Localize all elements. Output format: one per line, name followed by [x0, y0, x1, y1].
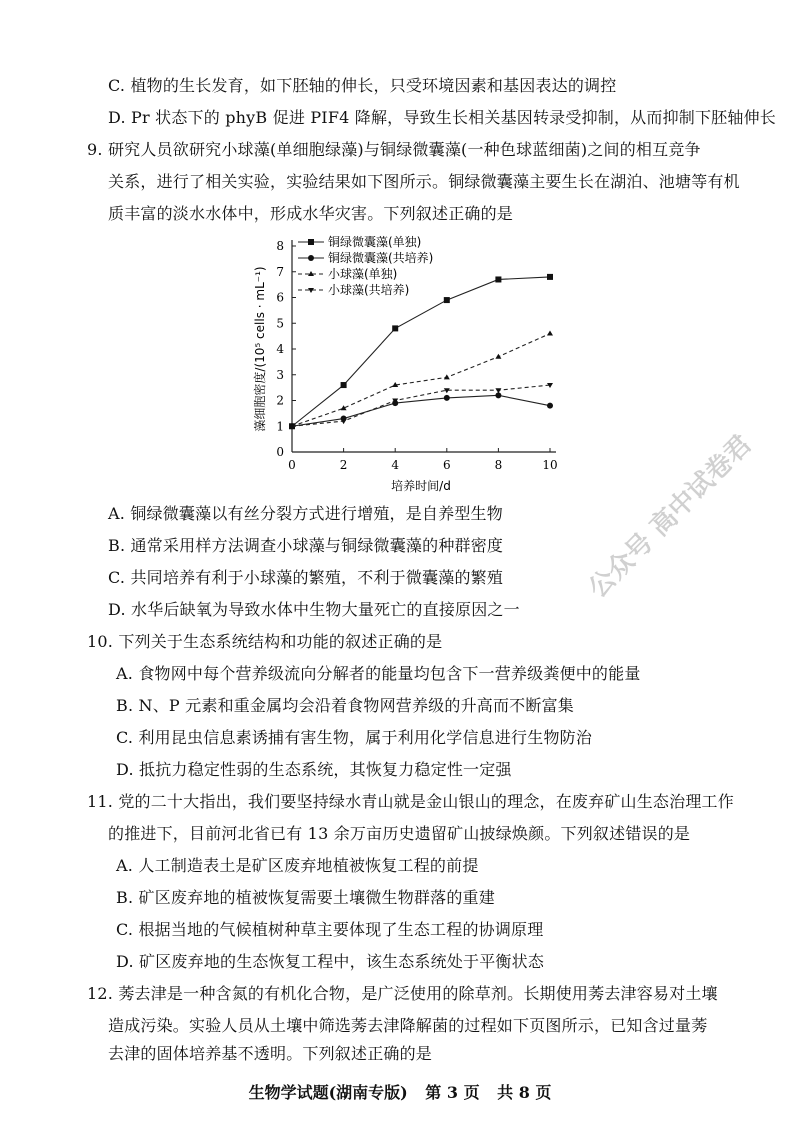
legend-label-4: 小球藻(共培养)	[328, 283, 410, 297]
q12-stem-line-2: 造成污染。实验人员从土壤中筛选莠去津降解菌的过程如下页图所示，已知含过量莠	[108, 1016, 708, 1035]
q10-option-a: A. 食物网中每个营养级流向分解者的能量均包含下一营养级粪便中的能量	[116, 664, 641, 683]
x-tick-label: 6	[442, 458, 451, 472]
y-tick-label: 7	[276, 264, 284, 279]
data-point-s1-5	[547, 274, 553, 280]
y-tick-label: 0	[276, 445, 284, 459]
y-tick-label: 4	[276, 342, 284, 356]
q10-stem: 10. 下列关于生态系统结构和功能的叙述正确的是	[87, 632, 443, 651]
y-tick-label: 2	[276, 393, 284, 408]
series-line-3	[292, 334, 550, 427]
q9-option-d: D. 水华后缺氧为导致水体中生物大量死亡的直接原因之一	[108, 600, 520, 619]
q11-stem-line-2: 的推进下，目前河北省已有 13 余万亩历史遗留矿山披绿焕颜。下列叙述错误的是	[108, 824, 691, 843]
q9-stem-line-1: 9. 研究人员欲研究小球藻(单细胞绿藻)与铜绿微囊藻(一种色球蓝细菌)之间的相互竞争	[87, 140, 701, 159]
series-line-1	[292, 277, 550, 426]
page-footer	[0, 1080, 800, 1103]
x-tick-label: 2	[339, 458, 348, 472]
x-tick-label: 8	[494, 458, 503, 472]
q11-option-d: D. 矿区废弃地的生态恢复工程中，该生态系统处于平衡状态	[116, 952, 545, 971]
q10-option-c: C. 利用昆虫信息素诱捕有害生物，属于利用化学信息进行生物防治	[116, 728, 593, 747]
data-point-s1-1	[341, 382, 347, 388]
q10-option-b: B. N、P 元素和重金属均会沿着食物网营养级的升高而不断富集	[116, 696, 574, 715]
q11-option-a: A. 人工制造表土是矿区废弃地植被恢复工程的前提	[116, 856, 479, 875]
y-tick-label: 8	[276, 239, 284, 253]
q12-stem-line-3: 去津的固体培养基不透明。下列叙述正确的是	[108, 1044, 433, 1063]
x-axis-label: 培养时间/d	[391, 479, 451, 493]
q12-stem-line-1: 12. 莠去津是一种含氮的有机化合物，是广泛使用的除草剂。长期使用莠去津容易对土壤	[87, 984, 718, 1003]
y-tick-label: 5	[276, 316, 284, 331]
data-point-s3-5	[547, 331, 553, 336]
data-point-s1-3	[444, 297, 450, 303]
footer-total: 共 8 页	[497, 1083, 552, 1102]
data-point-s2-5	[547, 403, 553, 409]
q9-stem-line-2: 关系，进行了相关实验，实验结果如下图所示。铜绿微囊藻主要生长在湖泊、池塘等有机	[108, 172, 740, 191]
q8-option-c: C. 植物的生长发育，如下胚轴的伸长，只受环境因素和基因表达的调控	[108, 76, 617, 95]
data-point-s3-3	[444, 374, 450, 379]
q9-option-a: A. 铜绿微囊藻以有丝分裂方式进行增殖，是自养型生物	[108, 504, 503, 523]
x-tick-label: 10	[542, 458, 558, 472]
x-tick-label: 4	[391, 458, 400, 472]
q11-option-b: B. 矿区废弃地的植被恢复需要土壤微生物群落的重建	[116, 888, 495, 907]
q9-option-c: C. 共同培养有利于小球藻的繁殖，不利于微囊藻的繁殖	[108, 568, 504, 587]
q11-stem-line-1: 11. 党的二十大指出，我们要坚持绿水青山就是金山银山的理念，在废弃矿山生态治理工作	[87, 792, 734, 811]
data-point-s2-3	[444, 395, 450, 401]
q9-stem-line-3: 质丰富的淡水水体中，形成水华灾害。下列叙述正确的是	[108, 204, 514, 223]
data-point-s2-4	[495, 392, 501, 398]
data-point-s4-4	[495, 388, 501, 393]
footer-page: 第 3 页	[425, 1083, 480, 1102]
growth-line-chart	[240, 228, 570, 493]
watermark: 公众号 高中试卷君	[582, 429, 758, 604]
legend-label-2: 铜绿微囊藻(共培养)	[328, 251, 434, 265]
data-point-s1-4	[495, 276, 501, 282]
y-tick-label: 1	[276, 419, 284, 434]
legend-marker-1	[308, 239, 314, 245]
y-tick-label: 3	[276, 367, 284, 382]
legend-label-3: 小球藻(单独)	[328, 267, 398, 281]
data-point-s3-4	[495, 354, 501, 359]
data-point-s1-2	[392, 325, 398, 331]
q11-option-c: C. 根据当地的气候植树种草主要体现了生态工程的协调原理	[116, 920, 544, 939]
y-tick-label: 6	[276, 290, 284, 305]
q8-option-d: D. Pr 状态下的 phyB 促进 PIF4 降解，导致生长相关基因转录受抑制，从而抑制下胚轴伸长	[108, 108, 776, 127]
q10-option-d: D. 抵抗力稳定性弱的生态系统，其恢复力稳定性一定强	[116, 760, 512, 779]
x-tick-label: 0	[288, 458, 296, 472]
series-line-2	[292, 395, 550, 426]
y-axis-label: 藻细胞密度/(10⁵ cells · mL⁻¹)	[253, 266, 267, 432]
q9-option-b: B. 通常采用样方法调查小球藻与铜绿微囊藻的种群密度	[108, 536, 504, 555]
legend-label-1: 铜绿微囊藻(单独)	[328, 235, 422, 249]
footer-subject: 生物学试题(湖南专版)	[248, 1083, 408, 1102]
legend-marker-2	[308, 255, 314, 261]
